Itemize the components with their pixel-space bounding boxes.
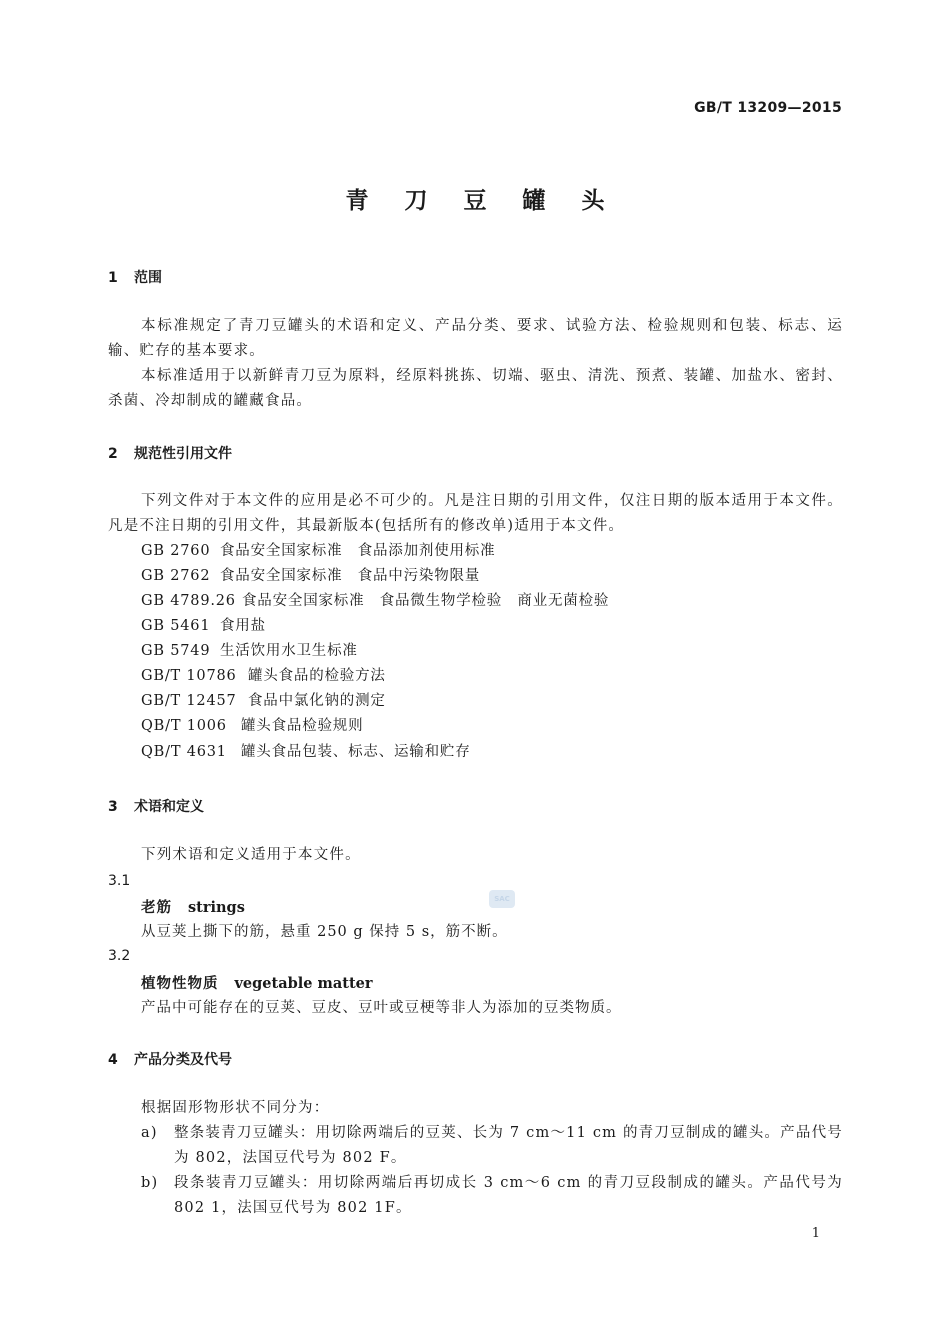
reference-item — [141, 564, 480, 589]
term-name — [141, 972, 373, 993]
reference-code: GB 5461 — [141, 618, 211, 634]
reference-code: GB 2762 — [141, 568, 211, 584]
section-number: 4 — [108, 1052, 118, 1068]
section-title: 规范性引用文件 — [134, 446, 232, 462]
section-4-heading — [108, 1049, 232, 1069]
term-name-en: strings — [188, 899, 245, 916]
section-title: 术语和定义 — [134, 799, 204, 815]
section-number: 2 — [108, 446, 118, 462]
term-definition: 从豆荚上撕下的筋，悬重 250 g 保持 5 s，筋不断。 — [141, 924, 508, 940]
reference-item — [141, 689, 386, 714]
list-marker: a) — [141, 1125, 158, 1141]
reference-title: 食品中氯化钠的测定 — [248, 693, 386, 709]
reference-code: QB/T 4631 — [141, 744, 227, 760]
reference-title: 食品安全国家标准 食品添加剂使用标准 — [220, 543, 496, 559]
reference-item — [141, 714, 363, 739]
reference-code: GB 4789.26 — [141, 593, 236, 609]
classification-item-b — [141, 1171, 843, 1221]
term-number: 3.2 — [108, 948, 131, 964]
reference-code: GB 2760 — [141, 543, 211, 559]
reference-item — [141, 664, 386, 689]
reference-code: GB/T 10786 — [141, 668, 237, 684]
document-title: 青 刀 豆 罐 头 — [345, 188, 619, 214]
classification-intro: 根据固形物形状不同分为： — [141, 1100, 330, 1116]
scope-paragraph-1: 本标准规定了青刀豆罐头的术语和定义、产品分类、要求、试验方法、检验规则和包装、标志、运输、贮存的基本要求。 — [108, 318, 843, 359]
scope-paragraph-2: 本标准适用于以新鲜青刀豆为原料，经原料挑拣、切端、驱虫、清洗、预煮、装罐、加盐水、密封、杀菌、冷却制成的罐藏食品。 — [108, 368, 843, 409]
reference-code: GB 5749 — [141, 643, 211, 659]
list-item-text: 整条装青刀豆罐头：用切除两端后的豆荚、长为 7 cm～11 cm 的青刀豆制成的罐头。产品代号为 802，法国豆代号为 802 F。 — [174, 1125, 843, 1166]
section-1-heading — [108, 267, 162, 287]
reference-item — [141, 740, 471, 765]
reference-item — [141, 539, 495, 564]
section-title: 范围 — [134, 270, 162, 286]
term-number: 3.1 — [108, 873, 131, 889]
reference-code: QB/T 1006 — [141, 718, 227, 734]
term-name-cn: 植物性物质 — [141, 975, 219, 992]
reference-item — [141, 614, 266, 639]
reference-title: 罐头食品检验规则 — [241, 718, 364, 734]
terms-intro: 下列术语和定义适用于本文件。 — [141, 847, 361, 863]
reference-item — [141, 589, 609, 614]
section-number: 3 — [108, 799, 118, 815]
term-name — [141, 896, 245, 917]
standard-code: GB/T 13209—2015 — [694, 100, 842, 116]
term-name-en: vegetable matter — [234, 975, 373, 992]
reference-title: 食品安全国家标准 食品中污染物限量 — [220, 568, 481, 584]
page-number: 1 — [811, 1226, 820, 1241]
reference-item — [141, 639, 358, 664]
section-3-heading — [108, 796, 204, 816]
reference-title: 食品安全国家标准 食品微生物学检验 商业无菌检验 — [242, 593, 610, 609]
reference-title: 罐头食品包装、标志、运输和贮存 — [241, 744, 471, 760]
section-number: 1 — [108, 270, 118, 286]
section-title: 产品分类及代号 — [134, 1052, 232, 1068]
term-name-cn: 老筋 — [141, 899, 172, 916]
sac-watermark-logo: SAC — [489, 890, 515, 908]
list-marker: b) — [141, 1175, 159, 1191]
references-intro: 下列文件对于本文件的应用是必不可少的。凡是注日期的引用文件，仅注日期的版本适用于本文件。凡是不注日期的引用文件，其最新版本(包括所有的修改单)适用于本文件。 — [108, 493, 843, 534]
reference-title: 食用盐 — [220, 618, 266, 634]
classification-item-a — [141, 1121, 843, 1171]
section-2-heading — [108, 443, 232, 463]
term-definition: 产品中可能存在的豆荚、豆皮、豆叶或豆梗等非人为添加的豆类物质。 — [141, 1000, 622, 1016]
list-item-text: 段条装青刀豆罐头：用切除两端后再切成长 3 cm～6 cm 的青刀豆段制成的罐头。产品代号为 802 1，法国豆代号为 802 1F。 — [174, 1175, 843, 1216]
reference-title: 生活饮用水卫生标准 — [220, 643, 358, 659]
reference-title: 罐头食品的检验方法 — [248, 668, 386, 684]
reference-code: GB/T 12457 — [141, 693, 237, 709]
